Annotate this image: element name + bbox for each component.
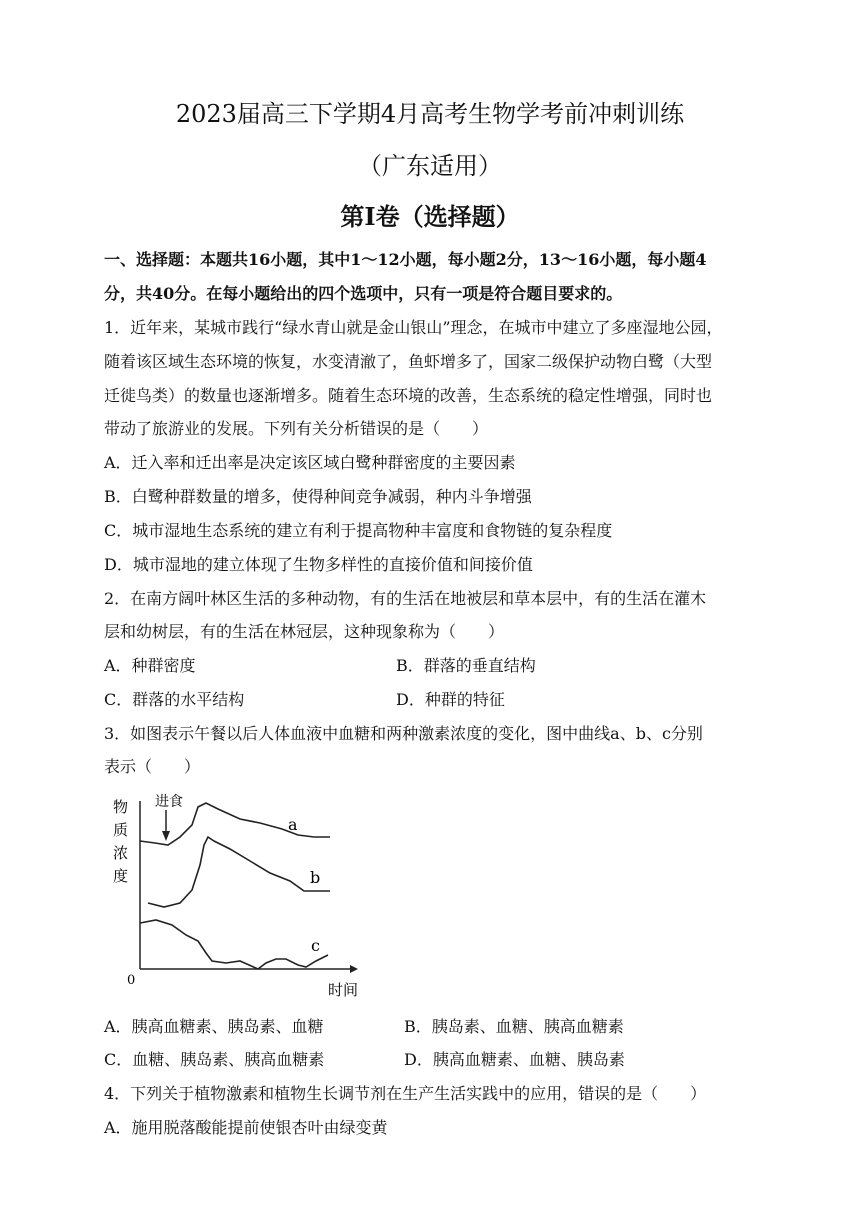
exam-title: 2023届高三下学期4月高考生物学考前冲刺训练 — [175, 100, 685, 128]
q1-option-a: A．迁入率和迁出率是决定该区域白鹭种群密度的主要因素 — [104, 453, 516, 472]
q1-option-d: D．城市湿地的建立体现了生物多样性的直接价值和间接价值 — [104, 555, 533, 574]
q1-option-b: B．白鹭种群数量的增多，使得种间竞争减弱，种内斗争增强 — [104, 487, 532, 506]
q2-option-c: C．群落的水平结构 — [104, 690, 245, 709]
curve-label-a: a — [288, 815, 298, 834]
curve-label-c: c — [311, 936, 320, 955]
q2-stem-line-2: 层和幼树层，有的生活在林冠层，这种现象称为（ ） — [104, 622, 505, 641]
q3-option-a: A．胰高血糖素、胰岛素、血糖 — [104, 1017, 324, 1036]
q3-stem-line-1: 3．如图表示午餐以后人体血液中血糖和两种激素浓度的变化，图中曲线a、b、c分别 — [104, 724, 703, 743]
q3-option-d: D．胰高血糖素、血糖、胰岛素 — [404, 1050, 625, 1069]
q1-stem-line-1: 1．近年来，某城市践行“绿水青山就是金山银山”理念，在城市中建立了多座湿地公园， — [104, 318, 723, 337]
exam-subtitle: （广东适用） — [358, 152, 502, 180]
figure-origin-label: 0 — [127, 973, 136, 988]
figure-xlabel: 时间 — [328, 981, 359, 999]
figure-ylabel-char-3: 浓 — [113, 844, 129, 862]
q3-stem-line-2: 表示（ ） — [104, 757, 201, 776]
figure-x-axis-arrow — [350, 965, 358, 973]
curve-c — [140, 920, 328, 969]
q2-option-a: A．种群密度 — [104, 656, 196, 675]
q1-stem-line-3: 迁徙鸟类）的数量也逐渐增多。随着生态环境的改善，生态系统的稳定性增强，同时也 — [104, 386, 713, 405]
instructions-line-1: 一、选择题：本题共16小题，其中1～12小题，每小题2分，13～16小题，每小题4 — [104, 250, 707, 269]
figure-ylabel-char-1: 物 — [113, 798, 129, 816]
instructions-line-2: 分，共40分。在每小题给出的四个选项中，只有一项是符合题目要求的。 — [104, 284, 623, 303]
q4-stem-line-1: 4．下列关于植物激素和植物生长调节剂在生产生活实践中的应用，错误的是（ ） — [104, 1084, 707, 1103]
q3-option-c: C．血糖、胰岛素、胰高血糖素 — [104, 1050, 325, 1069]
section-title: 第Ⅰ卷（选择题） — [340, 202, 520, 231]
curve-label-b: b — [310, 868, 321, 887]
figure-ylabel-char-2: 质 — [113, 821, 129, 839]
figure-eating-arrow-head — [162, 831, 170, 841]
curve-b — [148, 837, 330, 907]
q3-option-b: B．胰岛素、血糖、胰高血糖素 — [404, 1017, 624, 1036]
q2-option-b: B．群落的垂直结构 — [396, 656, 536, 675]
figure-annotation-eating: 进食 — [155, 794, 183, 810]
q2-option-d: D．种群的特征 — [396, 690, 505, 709]
q1-option-c: C．城市湿地生态系统的建立有利于提高物种丰富度和食物链的复杂程度 — [104, 521, 613, 540]
q2-stem-line-1: 2．在南方阔叶林区生活的多种动物，有的生活在地被层和草本层中，有的生活在灌木 — [104, 589, 707, 608]
figure-ylabel-char-4: 度 — [113, 867, 129, 885]
q1-stem-line-4: 带动了旅游业的发展。下列有关分析错误的是（ ） — [104, 419, 489, 438]
q1-stem-line-2: 随着该区域生态环境的恢复，水变清澈了，鱼虾增多了，国家二级保护动物白鹭（大型 — [104, 352, 713, 371]
q4-option-a: A．施用脱落酸能提前使银杏叶由绿变黄 — [104, 1118, 388, 1137]
q3-figure — [100, 785, 380, 1000]
